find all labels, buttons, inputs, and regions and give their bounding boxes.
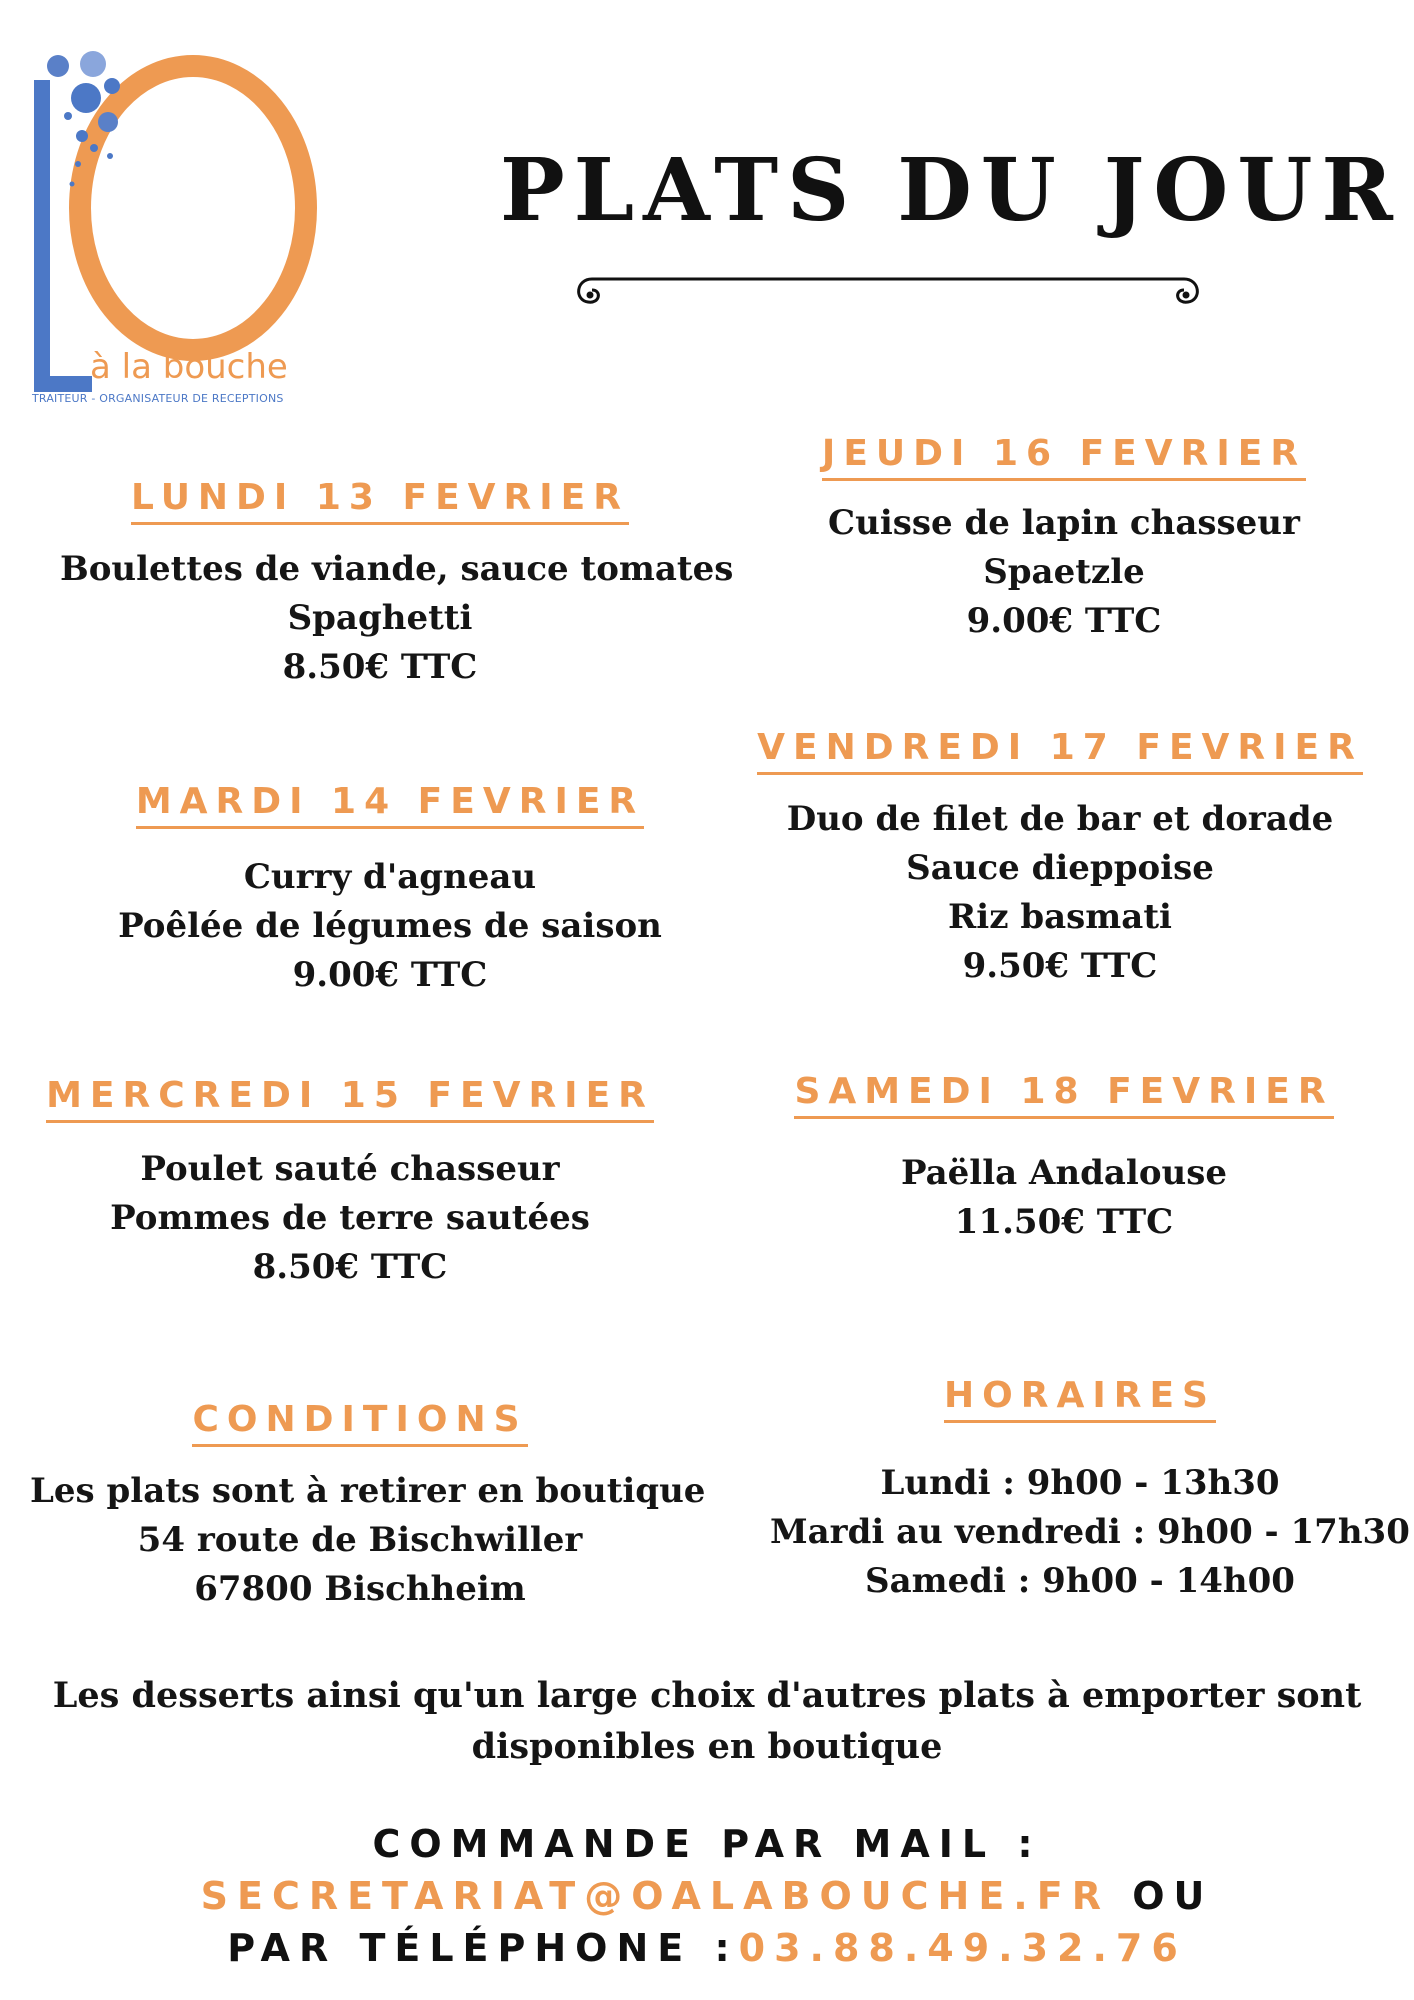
price-line: 11.50€ TTC (954, 1202, 1174, 1242)
conditions-block (30, 1399, 706, 1614)
order-email-line (40, 1870, 1374, 1922)
price-line: 9.00€ TTC (292, 955, 488, 995)
dish-line: Riz basmati (948, 897, 1172, 937)
hours-line: Samedi : 9h00 - 14h00 (865, 1561, 1295, 1601)
dish-line: Pommes de terre sautées (110, 1198, 590, 1238)
order-phone-label: PAR TÉLÉPHONE : (227, 1926, 739, 1970)
day-heading: LUNDI 13 FEVRIER (131, 480, 629, 525)
horaires-block (770, 1375, 1410, 1606)
dish-line: Poulet sauté chasseur (140, 1149, 560, 1189)
dish-line: Sauce dieppoise (906, 848, 1214, 888)
hours-line: Mardi au vendredi : 9h00 - 17h30 (770, 1512, 1410, 1552)
price-line: 9.50€ TTC (962, 946, 1158, 986)
order-phone-number[interactable]: 03.88.49.32.76 (738, 1926, 1187, 1970)
order-or-word: OU (1109, 1874, 1214, 1918)
logo-brand-name: à la bouche (90, 347, 288, 387)
day-heading: JEUDI 16 FEVRIER (822, 436, 1306, 481)
price-line: 8.50€ TTC (252, 1247, 448, 1287)
dish-line: Boulettes de viande, sauce tomates (60, 549, 734, 589)
logo (28, 28, 348, 408)
conditions-line: 54 route de Bischwiller (137, 1520, 583, 1560)
dish-line: Spaetzle (983, 552, 1145, 592)
price-line: 9.00€ TTC (966, 601, 1162, 641)
ornamental-divider (568, 266, 1208, 316)
dish-line: Cuisse de lapin chasseur (828, 503, 1300, 543)
dish-line: Spaghetti (287, 598, 473, 638)
desserts-note (40, 1670, 1374, 1772)
dish-line: Poêlée de légumes de saison (118, 906, 662, 946)
day-block-vendredi (740, 727, 1380, 991)
day-heading: VENDREDI 17 FEVRIER (757, 730, 1363, 775)
conditions-line: Les plats sont à retirer en boutique (30, 1471, 706, 1511)
order-phone-line (40, 1922, 1374, 1974)
conditions-heading: CONDITIONS (192, 1402, 527, 1447)
day-heading: MERCREDI 15 FEVRIER (46, 1078, 654, 1123)
dish-line: Duo de filet de bar et dorade (786, 799, 1334, 839)
conditions-line: 67800 Bischheim (194, 1569, 526, 1609)
page-title: PLATS DU JOUR (500, 140, 1402, 241)
dish-line: Paëlla Andalouse (900, 1153, 1227, 1193)
order-info (40, 1818, 1374, 1974)
day-block-mardi (70, 781, 710, 1000)
day-block-jeudi (744, 433, 1384, 646)
price-line: 8.50€ TTC (282, 647, 478, 687)
order-email-link[interactable]: SECRETARIAT@OALABOUCHE.FR (200, 1874, 1110, 1918)
day-block-samedi (744, 1071, 1384, 1247)
order-mail-label: COMMANDE PAR MAIL : (372, 1822, 1042, 1866)
dish-line: Curry d'agneau (243, 857, 537, 897)
hours-line: Lundi : 9h00 - 13h30 (880, 1463, 1280, 1503)
desserts-note-line: Les desserts ainsi qu'un large choix d'autres plats à emporter sont (52, 1675, 1362, 1716)
desserts-note-line: disponibles en boutique (471, 1726, 943, 1767)
day-block-lundi (60, 477, 734, 692)
day-block-mercredi (30, 1075, 670, 1292)
logo-tagline: TRAITEUR - ORGANISATEUR DE RECEPTIONS (32, 392, 284, 405)
day-heading: MARDI 14 FEVRIER (136, 784, 644, 829)
day-heading: SAMEDI 18 FEVRIER (794, 1074, 1333, 1119)
horaires-heading: HORAIRES (944, 1378, 1216, 1423)
